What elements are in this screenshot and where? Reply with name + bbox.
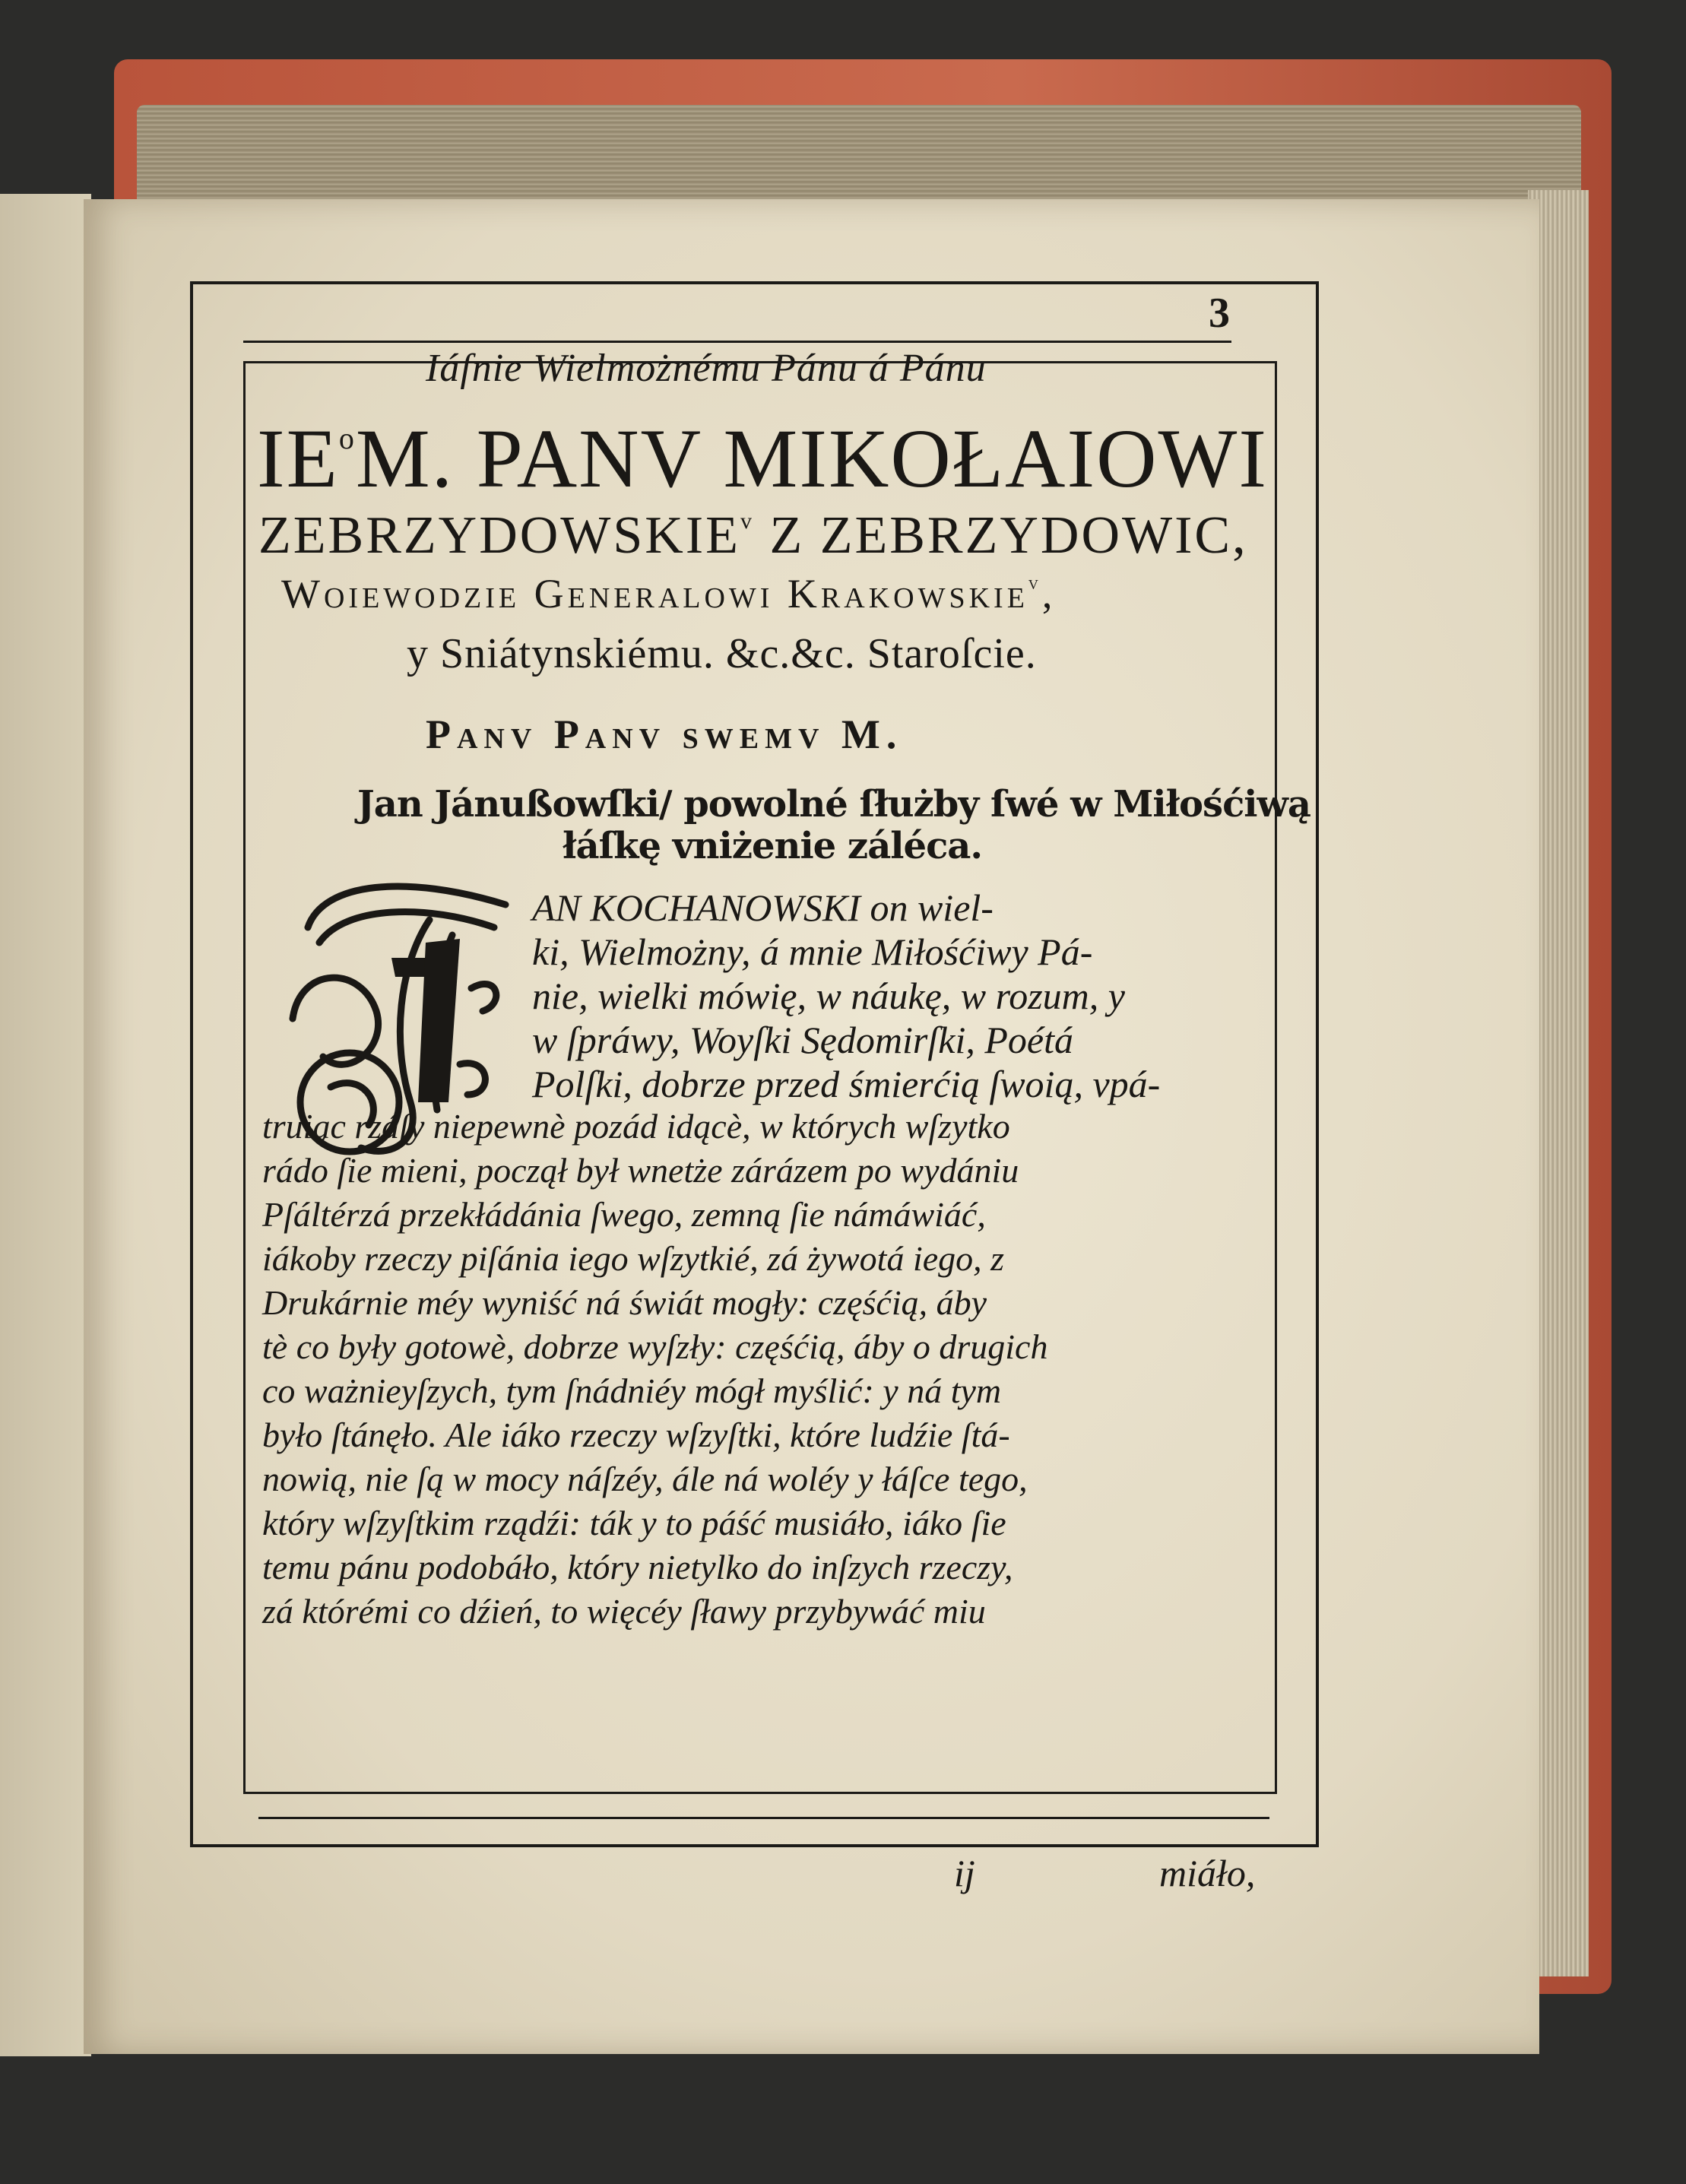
name-sup: o [338, 421, 356, 455]
body-line-17: zá którémi co dźień, to więcéy ſławy przybywáć miu [262, 1592, 986, 1631]
body-line-3: nie, wielki mówię, w náukę, w rozum, y [532, 975, 1125, 1017]
dedicatee-surname [258, 506, 1248, 566]
facing-page-edge [0, 194, 91, 2056]
body-line-12: co ważnieyſzych, tym ſnádniéy mógł myślić: y ná tym [262, 1371, 1002, 1410]
bottom-rule [258, 1817, 1269, 1819]
body-line-7: rádo ſie mieni, począł był wnetże zárázem po wydániu [262, 1151, 1019, 1190]
body-line-15: który wſzyſtkim rządźi: ták y to páść musiáło, iáko ſie [262, 1504, 1006, 1542]
body-line-13: było ſtánęło. Ale iáko rzeczy wſzyſtki, które ludźie ſtá- [262, 1415, 1010, 1454]
page-number: 3 [1209, 290, 1230, 337]
name-main: IE [257, 412, 339, 505]
body-line-9: iákoby rzeczy piſánia iego wſzytkié, zá żywotá iego, z [262, 1239, 1005, 1278]
title-rest: , [1041, 571, 1057, 617]
surname-main: ZEBRZYDOWSKIE [258, 506, 740, 565]
title-main: Woiewodzie Generalowi Krakowskie [281, 571, 1028, 617]
address-line: Iáſnie Wielmożnému Pánu á Pánu [426, 347, 987, 390]
body-line-11: tè co były gotowè, dobrze wyſzły: częśćią, áby o drugich [262, 1327, 1048, 1366]
body-line-1: AN KOCHANOWSKI on wiel- [532, 886, 994, 929]
surname-rest: Z ZEBRZYDOWIC, [753, 506, 1248, 565]
body-line-6: truiąc rzáſy niepewnè pozád idącè, w których wſzytko [262, 1107, 1010, 1146]
top-rule [243, 341, 1231, 343]
initial-letter [277, 874, 278, 875]
body-line-8: Pſáltérzá przekłádánia ſwego, zemną ſie námáwiáć, [262, 1195, 986, 1234]
body-line-10: Drukárnie méy wyniść ná świát mogły: częśćią, áby [262, 1283, 987, 1322]
surname-sup: v [740, 509, 754, 534]
body-line-5: Polſki, dobrze przed śmierćią ſwoią, vpá- [532, 1063, 1161, 1105]
body-line-4: w ſpráwy, Woyſki Sędomirſki, Poétá [532, 1019, 1073, 1061]
dedication-line-2: łáſkę vniżenie záléca. [563, 825, 983, 867]
title-sup: v [1028, 572, 1042, 594]
name-rest: M. PANV MIKOŁAIOWI [355, 412, 1269, 505]
body-line-2: ki, Wielmożny, á mnie Miłośćiwy Pá- [532, 930, 1093, 973]
salutation: Panv Panv swemv M. [426, 712, 903, 757]
signature-mark: ij [954, 1852, 975, 1894]
dedication-line-1: Jan Jánußowſki/ powolné ſłużby ſwé w Miłośćiwą [357, 783, 1310, 826]
catchword: miáło, [1159, 1852, 1256, 1894]
body-line-16: temu pánu podobáło, który nietylko do inſzych rzeczy, [262, 1548, 1013, 1586]
dedicatee-office: y Sniátynskiému. &c.&c. Staroſcie. [407, 630, 1037, 677]
page-edges-top [137, 105, 1581, 211]
dedicatee-name [257, 410, 1268, 507]
dedicatee-title [281, 570, 1056, 617]
body-line-14: nowią, nie ſą w mocy náſzéy, ále ná woléy y łáſce tego, [262, 1460, 1028, 1498]
